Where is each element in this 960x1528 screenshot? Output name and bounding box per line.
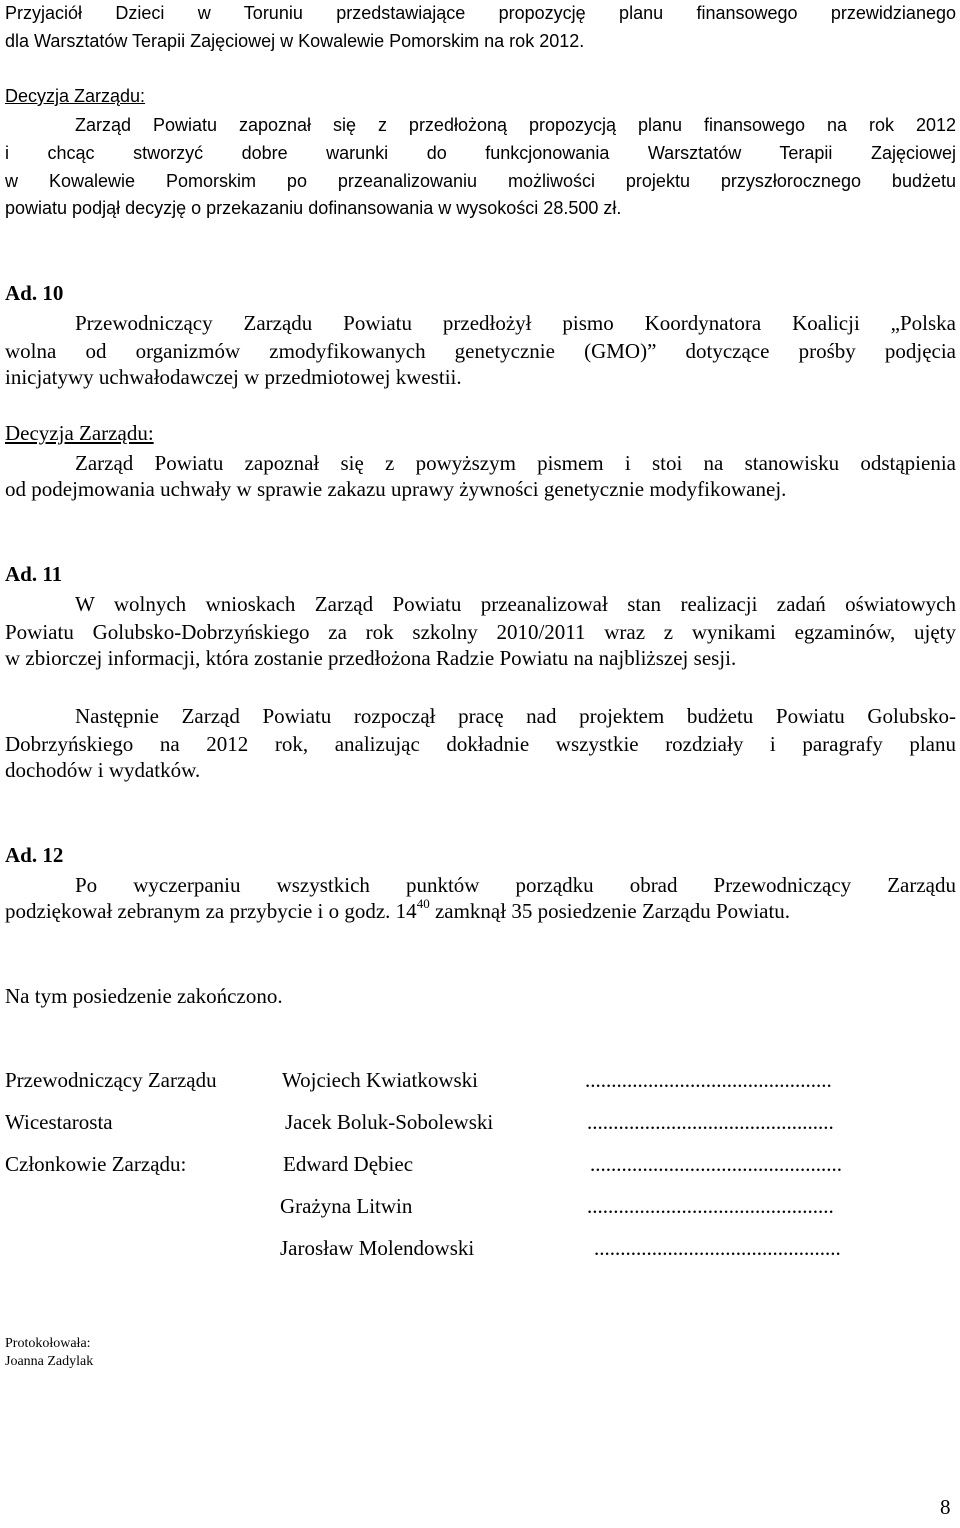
protocol-name: Joanna Zadylak bbox=[5, 1354, 94, 1369]
ad11-line: w zbiorczej informacji, która zostanie przedłożona Radzie Powiatu na najbliższej sesji. bbox=[5, 646, 737, 670]
signature-line: ............................................... bbox=[587, 1194, 834, 1218]
signature-line: ................................................ bbox=[590, 1152, 842, 1176]
ad11-line: Dobrzyńskiego na 2012 rok, analizując dokładnie wszystkie rozdziały i paragrafy planu bbox=[5, 732, 956, 756]
decision-heading: Decyzja Zarządu: bbox=[5, 86, 146, 106]
ad11-line: dochodów i wydatków. bbox=[5, 758, 201, 782]
decision-line: od podejmowania uchwały w sprawie zakazu uprawy żywności genetycznie modyfikowanej. bbox=[5, 477, 787, 501]
section-heading-ad10: Ad. 10 bbox=[5, 281, 64, 305]
signature-name: Edward Dębiec bbox=[283, 1152, 414, 1176]
ad10-line: wolna od organizmów zmodyfikowanych genetycznie (GMO)” dotyczące prośby podjęcia bbox=[5, 339, 956, 363]
ad10-line: inicjatywy uchwałodawczej w przedmiotowej kwestii. bbox=[5, 365, 462, 389]
ad11-line: Następnie Zarząd Powiatu rozpoczął pracę nad projektem budżetu Powiatu Golubsko- bbox=[75, 704, 956, 728]
signature-name: Jarosław Molendowski bbox=[280, 1236, 475, 1260]
ad11-line: W wolnych wnioskach Zarząd Powiatu przeanalizował stan realizacji zadań oświatowych bbox=[75, 592, 956, 616]
signature-line: ............................................... bbox=[594, 1236, 841, 1260]
signature-line: ............................................... bbox=[585, 1068, 832, 1092]
ad12-line bbox=[5, 896, 791, 923]
protocol-label: Protokołowała: bbox=[5, 1336, 91, 1351]
signature-name: Wojciech Kwiatkowski bbox=[282, 1068, 479, 1092]
signature-role: Członkowie Zarządu: bbox=[5, 1152, 187, 1176]
page-number: 8 bbox=[940, 1495, 951, 1519]
ad12-line: Po wyczerpaniu wszystkich punktów porządku obrad Przewodniczący Zarządu bbox=[75, 873, 956, 897]
decision-line: powiatu podjął decyzję o przekazaniu dofinansowania w wysokości 28.500 zł. bbox=[5, 198, 622, 218]
decision-line: Zarząd Powiatu zapoznał się z powyższym pismem i stoi na stanowisku odstąpienia bbox=[75, 451, 956, 475]
section-heading-ad11: Ad. 11 bbox=[5, 562, 63, 586]
closing-statement: Na tym posiedzenie zakończono. bbox=[5, 984, 283, 1008]
ad10-line: Przewodniczący Zarządu Powiatu przedłożył pismo Koordynatora Koalicji „Polska bbox=[75, 311, 956, 335]
time-minutes-superscript: 40 bbox=[416, 896, 430, 911]
decision-line: w Kowalewie Pomorskim po przeanalizowaniu możliwości projektu przyszłorocznego budżetu bbox=[5, 171, 956, 191]
signature-role: Przewodniczący Zarządu bbox=[5, 1068, 217, 1092]
decision-heading: Decyzja Zarządu: bbox=[5, 421, 154, 445]
section-heading-ad12: Ad. 12 bbox=[5, 843, 64, 867]
ad11-line: Powiatu Golubsko-Dobrzyńskiego za rok szkolny 2010/2011 wraz z wynikami egzaminów, ujęty bbox=[5, 620, 956, 644]
signature-name: Grażyna Litwin bbox=[280, 1194, 413, 1218]
ad12-line-text: podziękował zebranym za przybycie i o godz. 14 bbox=[5, 899, 417, 923]
decision-line: Zarząd Powiatu zapoznał się z przedłożoną propozycją planu finansowego na rok 2012 bbox=[75, 115, 956, 135]
signature-line: ............................................... bbox=[587, 1110, 834, 1134]
signature-role: Wicestarosta bbox=[5, 1110, 113, 1134]
decision-line: i chcąc stworzyć dobre warunki do funkcjonowania Warsztatów Terapii Zajęciowej bbox=[5, 143, 956, 163]
intro-line-2: dla Warsztatów Terapii Zajęciowej w Kowalewie Pomorskim na rok 2012. bbox=[5, 31, 585, 51]
signature-name: Jacek Boluk-Sobolewski bbox=[285, 1110, 494, 1134]
ad12-line-text: zamknął 35 posiedzenie Zarządu Powiatu. bbox=[429, 899, 791, 923]
intro-line-1: Przyjaciół Dzieci w Toruniu przedstawiające propozycję planu finansowego przewidzianego bbox=[5, 3, 956, 23]
